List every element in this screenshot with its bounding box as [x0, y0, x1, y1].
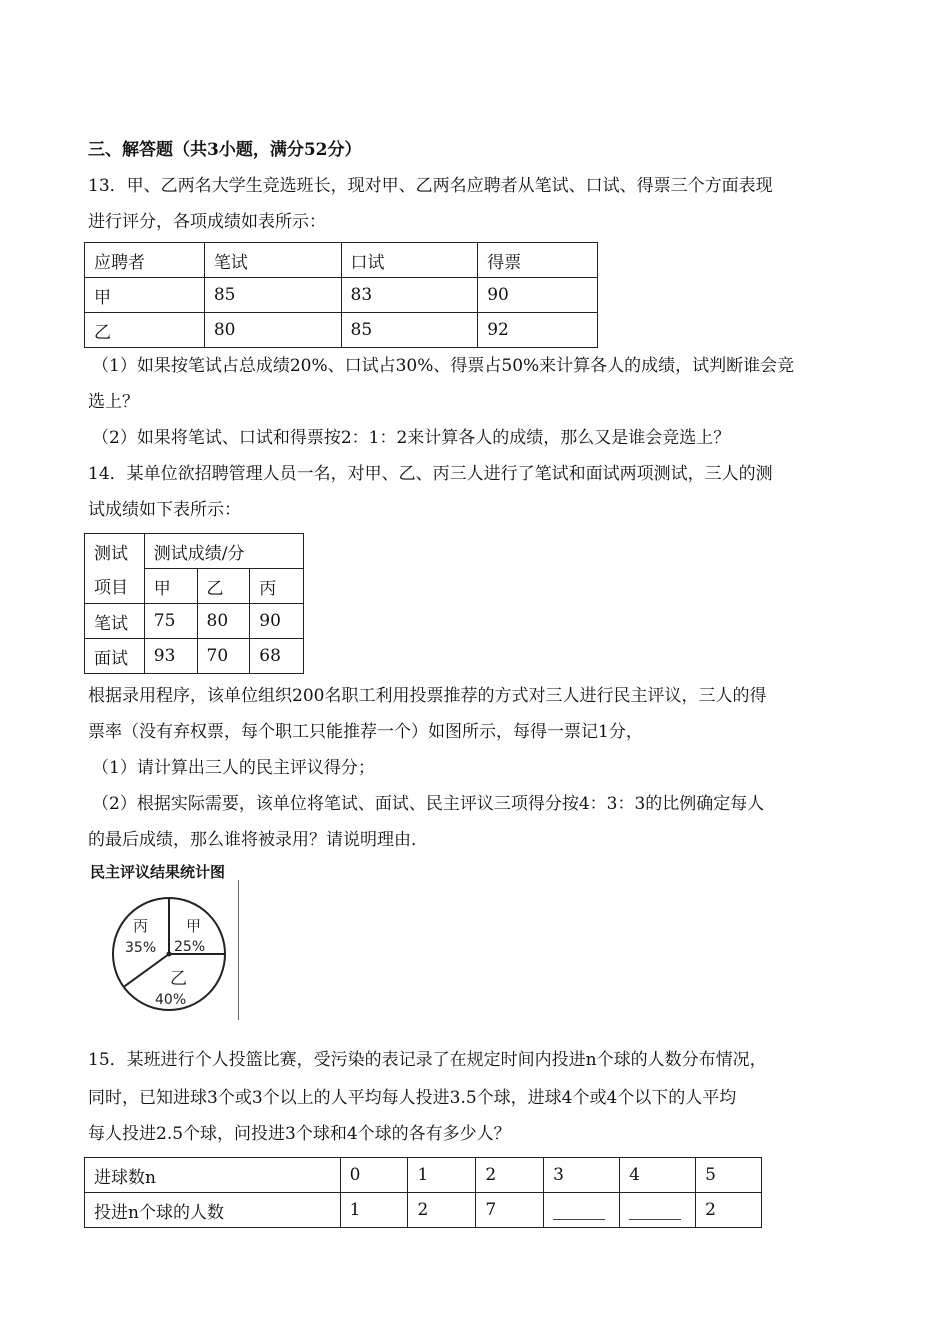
- table-row: [85, 278, 598, 313]
- table-cell: 2: [696, 1193, 762, 1228]
- q13-sub2: （2）如果将笔试、口试和得票按2：1：2来计算各人的成绩，那么又是谁会竞选上？: [92, 428, 731, 448]
- table-row: [85, 569, 304, 604]
- table-cell: 1: [408, 1158, 476, 1193]
- pie-label-bing-name: 丙: [133, 917, 149, 935]
- table-row: [85, 1193, 762, 1228]
- chart-title: 民主评议结果统计图: [90, 863, 226, 881]
- table-cell: 4: [620, 1158, 696, 1193]
- table-cell: 85: [204, 278, 341, 313]
- table-cell: 75: [144, 604, 197, 639]
- pie-label-jia-value: 25%: [174, 939, 206, 955]
- pie-label-jia-name: 甲: [186, 917, 202, 935]
- table-cell: 70: [197, 639, 250, 674]
- table-row: [85, 1158, 762, 1193]
- table-cell: 2: [408, 1193, 476, 1228]
- answer-blank[interactable]: [553, 1205, 605, 1220]
- table-cell: 7: [476, 1193, 544, 1228]
- table-cell: 口试: [341, 243, 478, 278]
- pie-label-yi-name: 乙: [170, 969, 187, 989]
- table-cell: 90: [250, 604, 304, 639]
- table-cell: 85: [341, 313, 478, 348]
- q13-score-table: [84, 242, 598, 348]
- q14-score-table: [84, 533, 304, 674]
- table-cell: 乙: [197, 569, 250, 604]
- table-cell: 丙: [250, 569, 304, 604]
- q14-para-line2: 票率（没有弃权票，每个职工只能推荐一个）如图所示，每得一票记1分，: [88, 722, 643, 742]
- table-cell: 5: [696, 1158, 762, 1193]
- table-row: [85, 534, 304, 569]
- q13-text-line1: 13．甲、乙两名大学生竞选班长，现对甲、乙两名应聘者从笔试、口试、得票三个方面表现: [88, 176, 773, 196]
- table-row: [85, 313, 598, 348]
- table-cell: 测试成绩/分: [144, 534, 303, 569]
- q14-sub1: （1）请计算出三人的民主评议得分；: [92, 758, 375, 778]
- table-cell: 93: [144, 639, 197, 674]
- table-cell: 乙: [85, 313, 205, 348]
- q14-sub2-line2: 的最后成绩，那么谁将被录用？请说明理由．: [88, 830, 428, 850]
- answer-blank[interactable]: [629, 1205, 681, 1220]
- q15-text-line3: 每人投进2.5个球，问投进3个球和4个球的各有多少人？: [88, 1124, 511, 1144]
- table-cell: [620, 1193, 696, 1228]
- q13-sub1-line2: 选上？: [88, 392, 139, 412]
- q13-sub1-line1: （1）如果按笔试占总成绩20%、口试占30%、得票占50%来计算各人的成绩，试判断谁会竞: [92, 356, 795, 376]
- table-cell: 项目: [85, 569, 145, 604]
- table-cell: 68: [250, 639, 304, 674]
- table-cell: 83: [341, 278, 478, 313]
- table-cell: 笔试: [85, 604, 145, 639]
- table-cell: 笔试: [204, 243, 341, 278]
- section-heading: 三、解答题（共3小题，满分52分）: [88, 140, 362, 160]
- table-row: [85, 639, 304, 674]
- table-cell: [544, 1193, 620, 1228]
- table-cell: 得票: [478, 243, 598, 278]
- table-cell: 进球数n: [85, 1158, 341, 1193]
- table-cell: 测试: [85, 534, 145, 569]
- table-cell: 3: [544, 1158, 620, 1193]
- q14-para-line1: 根据录用程序，该单位组织200名职工利用投票推荐的方式对三人进行民主评议，三人的得: [88, 686, 767, 706]
- table-cell: 90: [478, 278, 598, 313]
- pie-center-dot: [167, 952, 172, 957]
- q15-text-line2: 同时，已知进球3个或3个以上的人平均每人投进3.5个球，进球4个或4个以下的人平均: [88, 1088, 737, 1108]
- table-cell: 80: [197, 604, 250, 639]
- pie-label-yi-value: 40%: [155, 992, 187, 1008]
- q14-text-line2: 试成绩如下表所示：: [88, 500, 241, 520]
- pie-label-bing-value: 35%: [125, 940, 157, 956]
- table-cell: 0: [340, 1158, 408, 1193]
- table-cell: 92: [478, 313, 598, 348]
- pie-chart: [108, 886, 234, 1020]
- table-row: [85, 243, 598, 278]
- q14-text-line1: 14．某单位欲招聘管理人员一名，对甲、乙、丙三人进行了笔试和面试两项测试，三人的测: [88, 464, 773, 484]
- q13-text-line2: 进行评分，各项成绩如表所示：: [88, 212, 326, 232]
- table-cell: 甲: [144, 569, 197, 604]
- table-cell: 1: [340, 1193, 408, 1228]
- table-cell: 应聘者: [85, 243, 205, 278]
- table-row: [85, 604, 304, 639]
- q15-text-line1: 15．某班进行个人投篮比赛，受污染的表记录了在规定时间内投进n个球的人数分布情况，: [88, 1050, 767, 1070]
- q14-sub2-line1: （2）根据实际需要，该单位将笔试、面试、民主评议三项得分按4：3：3的比例确定每人: [92, 794, 765, 814]
- q15-goal-table: [84, 1157, 762, 1228]
- table-cell: 2: [476, 1158, 544, 1193]
- table-cell: 甲: [85, 278, 205, 313]
- table-cell: 80: [204, 313, 341, 348]
- table-cell: 面试: [85, 639, 145, 674]
- table-cell: 投进n个球的人数: [85, 1193, 341, 1228]
